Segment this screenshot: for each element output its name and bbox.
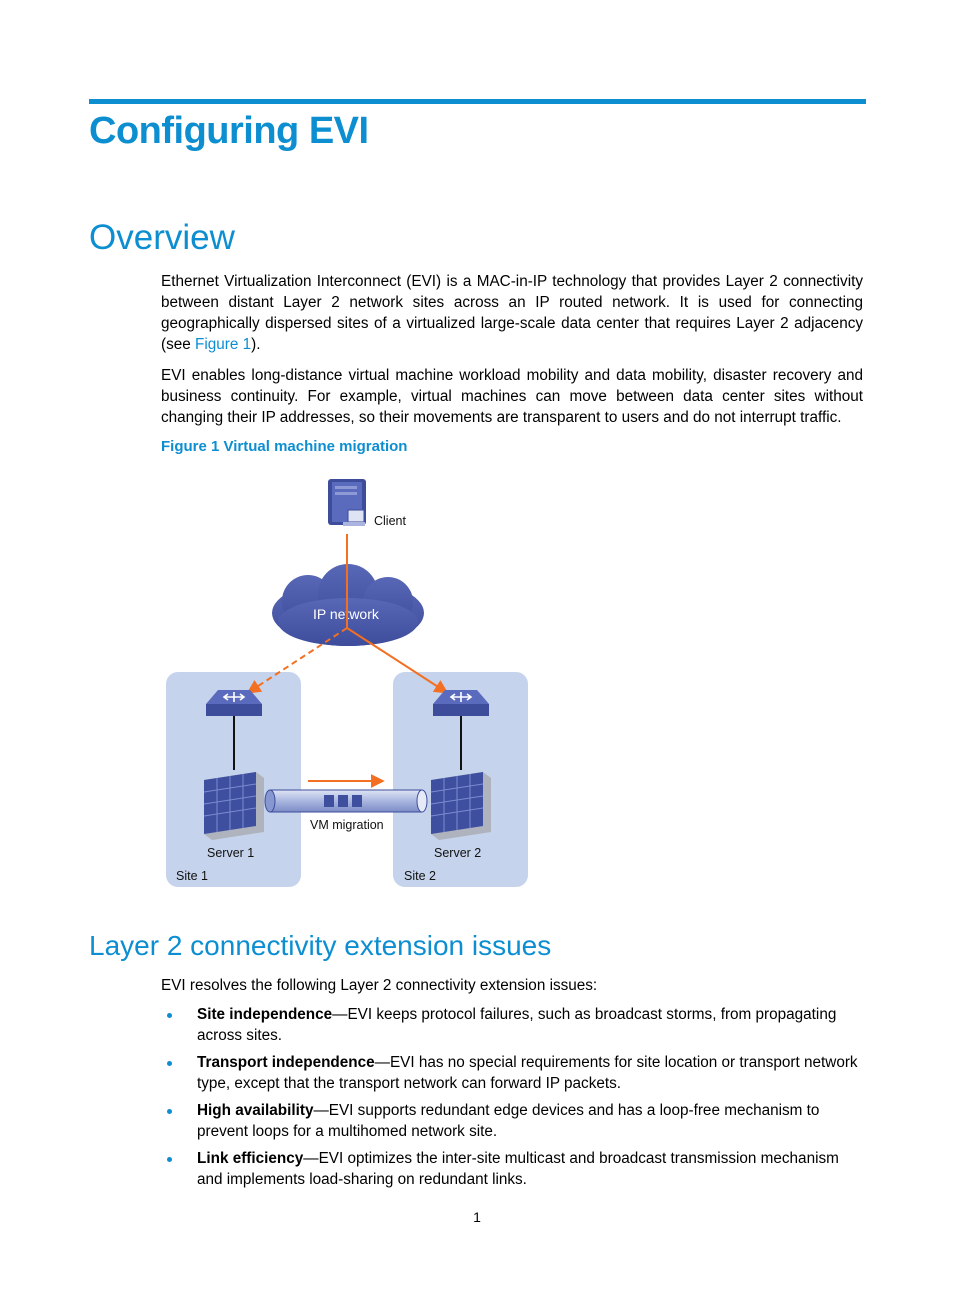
client-computer-icon: [328, 479, 366, 526]
list-item-text: —EVI optimizes the inter-site multicast and broadcast transmission mechanism and implements load-sharing on redundant links.: [197, 1150, 839, 1188]
bullet-dot: [167, 1109, 172, 1114]
layer2-heading: Layer 2 connectivity extension issues: [89, 930, 552, 961]
server-2-icon: [431, 772, 491, 840]
overview-paragraph-1-text: Ethernet Virtualization Interconnect (EVI) is a MAC-in-IP technology that provides Layer 2 connectivity between distant Layer 2 network sites across an IP routed network. It is used for connecting geographically dispersed sites of a virtualized large-scale data center that requires Layer 2 adjacency (see: [161, 273, 863, 353]
chapter-rule: [89, 99, 866, 104]
figure-caption: Figure 1 Virtual machine migration: [161, 438, 408, 455]
list-item: [161, 1100, 866, 1142]
list-item-term: Link efficiency: [197, 1150, 304, 1167]
vm-migration-tunnel: [265, 790, 427, 812]
list-item-term: Transport independence: [197, 1054, 375, 1071]
overview-paragraph-1-end: ).: [251, 336, 261, 353]
site-2-label: Site 2: [404, 869, 436, 883]
list-item-term: High availability: [197, 1102, 314, 1119]
client-label: Client: [374, 514, 406, 528]
layer2-intro: EVI resolves the following Layer 2 connectivity extension issues:: [161, 977, 598, 994]
site-1-label: Site 1: [176, 869, 208, 883]
vm-migration-figure: [160, 470, 540, 900]
overview-paragraph-2: EVI enables long-distance virtual machine workload mobility and data mobility, disaster recovery and business continuity. For example, virtual machines can move between data center sites without changing their IP addresses, so their movements are transparent to users and do not interrupt traffic.: [161, 367, 863, 426]
list-item: [161, 1052, 866, 1094]
list-item-text: —EVI keeps protocol failures, such as broadcast storms, from propagating across sites.: [197, 1006, 837, 1044]
chapter-title: Configuring EVI: [89, 110, 369, 152]
list-item-text: —EVI has no special requirements for site location or transport network type, except that the transport network can forward IP packets.: [197, 1054, 858, 1092]
bullet-dot: [167, 1061, 172, 1066]
overview-paragraph-1: [161, 271, 863, 355]
vm-migration-label: VM migration: [310, 818, 384, 832]
server-1-icon: [204, 772, 264, 840]
overview-heading: Overview: [89, 218, 235, 257]
list-item: [161, 1004, 866, 1046]
list-item: [161, 1148, 866, 1190]
bullet-dot: [167, 1157, 172, 1162]
server-1-label: Server 1: [207, 846, 255, 860]
page-number: 1: [473, 1209, 481, 1225]
server-2-label: Server 2: [434, 846, 482, 860]
figure-1-link[interactable]: Figure 1: [195, 336, 252, 353]
list-item-term: Site independence: [197, 1006, 333, 1023]
issues-list: [161, 1004, 866, 1196]
list-item-text: —EVI supports redundant edge devices and has a loop-free mechanism to prevent loops for a multihomed network site.: [197, 1102, 820, 1140]
bullet-dot: [167, 1013, 172, 1018]
ip-network-label: IP network: [313, 606, 379, 622]
